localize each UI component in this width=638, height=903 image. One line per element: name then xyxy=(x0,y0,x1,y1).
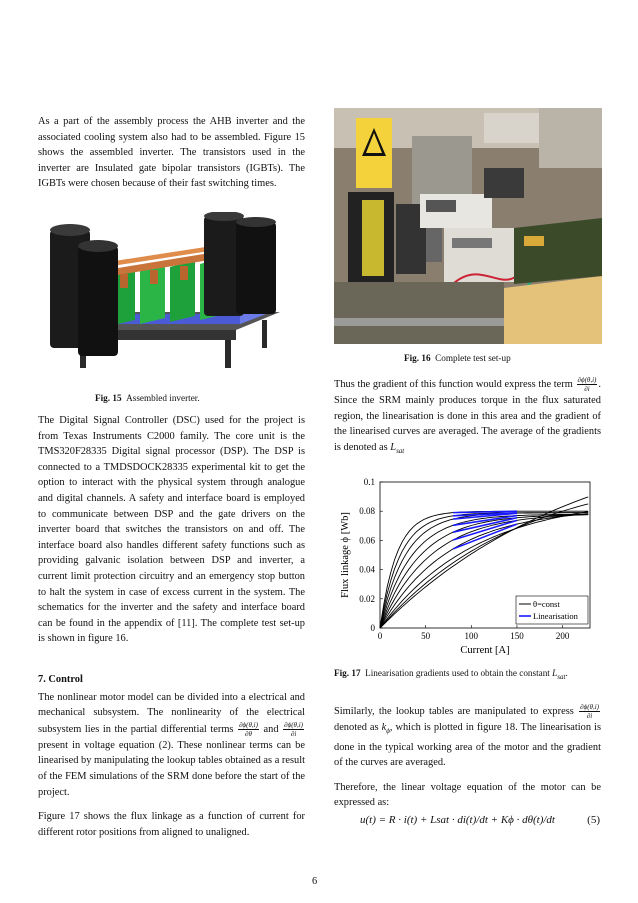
equation-5-text: u(t) = R · i(t) + Lsat · di(t)/dt + Kϕ · dθ(t)/dt xyxy=(360,814,555,826)
y-tick-label: 0.02 xyxy=(359,593,375,604)
paragraph-gradient xyxy=(334,376,601,459)
partial-fraction-kphi: $\frac{\partial\phi(\theta,i)}{\partial i}$ xyxy=(580,703,599,720)
paragraph-therefore: Therefore, the linear voltage equation of the motor can be expressed as: xyxy=(334,781,601,809)
figure-17-symbol: $L_{sat}$ xyxy=(552,668,566,681)
paragraph-assembly: As a part of the assembly process the AHB inverter and the associated cooling system also had to be assembled. Figure 15 shows the assembled inverter. The transistors used in the inverter are Insulated gate bipolar transistors (IGBTs). The IGBTs were chosen because of their fast switching times. xyxy=(38,116,305,190)
right-column xyxy=(334,376,601,468)
figure-16-label: Fig. 16 xyxy=(404,353,431,363)
partial-fraction-i: $\frac{\partial\phi(\theta,i)}{\partial i}$ xyxy=(284,720,304,738)
figure-16-caption-text: Complete test set-up xyxy=(435,353,511,363)
x-tick-label: 0 xyxy=(377,631,383,641)
paragraph-nonlinear-intro: The nonlinear motor model can be divided into a electrical and mechanical subsystem. The nonlinearity of the electrical subsystem lies in the partial differential terms xyxy=(38,691,305,735)
symbol-lsat: $L_{sat}$ xyxy=(390,441,405,455)
y-tick-label: 0.04 xyxy=(359,564,375,575)
y-tick-label: 0.08 xyxy=(359,506,375,517)
paragraph-similarly-b: denoted as xyxy=(334,722,379,733)
figure-17-flux-linkage-chart xyxy=(336,470,604,660)
page-number: 6 xyxy=(312,876,318,887)
equation-5-number: (5) xyxy=(587,814,600,826)
y-tick-label: 0.1 xyxy=(363,477,375,487)
paragraph-gradient-b: . Since the SRM mainly produces torque in the flux saturated region, the linearisation is done in this area and the gradient of the linearised curves are averaged. The average of the gradients is denoted as xyxy=(334,378,601,453)
y-tick-label: 0.06 xyxy=(359,535,375,546)
paragraph-dsc: The Digital Signal Controller (DSC) used for the project is from Texas Instruments C2000 family. The core unit is the TMS320F28335 Digital signal processor (DSP). The DSP is connected to a TMDSDOCK28335 experimental kit to get the option to interact with the physical system through analogue and digital channels. A safety and interface board is employed to communicate between DSP and the gate drivers on the inverter board that switches the transistors on and off. The interface board also handles different safety functions such as providing galvanic isolation between DSP and inverter, a current limit protection circuitry and an emergency stop button to halt the system in case of excess current in the system. The schematics for the inverter and the safety and interface board can be found in the appendix of [11]. The complete test set-up is shown in figure 16. xyxy=(38,415,305,645)
section-heading-control: 7. Control xyxy=(38,674,83,685)
y-axis-label: Flux linkage ϕ [Wb] xyxy=(340,512,351,598)
paragraph-nonlinear xyxy=(38,690,305,801)
y-tick-label: 0 xyxy=(370,623,375,633)
right-column-lower xyxy=(334,703,601,820)
paragraph-figure17-ref: Figure 17 shows the flux linkage as a function of current for different rotor positions from aligned to unaligned. xyxy=(38,811,305,838)
figure-15-caption xyxy=(95,392,275,405)
legend-entry-const: θ=const xyxy=(533,599,560,609)
paragraph-gradient-a: Thus the gradient of this function would express the term xyxy=(334,378,573,390)
figure-16-testsetup-image xyxy=(334,108,602,344)
and-word: and xyxy=(263,723,279,735)
figure-17-caption-text: Linearisation gradients used to obtain the constant xyxy=(365,668,550,678)
paragraph-similarly-c: , which is plotted in figure 18. The linearisation is done in the typical working area of the motor and the gradient of the curves are averaged. xyxy=(334,722,601,769)
left-column-lower xyxy=(38,413,305,656)
figure-17-caption xyxy=(334,667,601,684)
partial-fraction-theta: $\frac{\partial\phi(\theta,i)}{\partial\theta}$ xyxy=(239,720,258,738)
legend-entry-linearisation: Linearisation xyxy=(533,611,578,621)
x-tick-label: 200 xyxy=(555,631,570,641)
figure-17-caption-end: . xyxy=(565,668,568,678)
figure-17-label: Fig. 17 xyxy=(334,668,361,678)
x-tick-label: 100 xyxy=(464,631,479,641)
x-axis-label: Current [A] xyxy=(460,645,510,656)
figure-15-inverter-image xyxy=(40,212,302,382)
figure-16-caption xyxy=(404,352,594,365)
paragraph-nonlinear-rest: present in voltage equation (2). These nonlinear terms can be linearised by manipulating the lookup tables obtained as a result of the FEM simulations of the SRM done before the start of the project. xyxy=(38,739,305,798)
left-column xyxy=(38,114,305,201)
figure-15-caption-text: Assembled inverter. xyxy=(126,393,200,403)
section-control xyxy=(38,672,305,849)
paragraph-similarly xyxy=(334,703,601,771)
figure-15-label: Fig. 15 xyxy=(95,393,122,403)
symbol-kphi: $k_\phi$ xyxy=(381,722,390,736)
x-tick-label: 150 xyxy=(510,631,524,641)
x-tick-label: 50 xyxy=(421,631,431,641)
partial-fraction-gradient: $\frac{\partial\phi(\theta,i)}{\partial i}$ xyxy=(577,376,597,393)
paragraph-similarly-a: Similarly, the lookup tables are manipulated to express xyxy=(334,705,574,717)
